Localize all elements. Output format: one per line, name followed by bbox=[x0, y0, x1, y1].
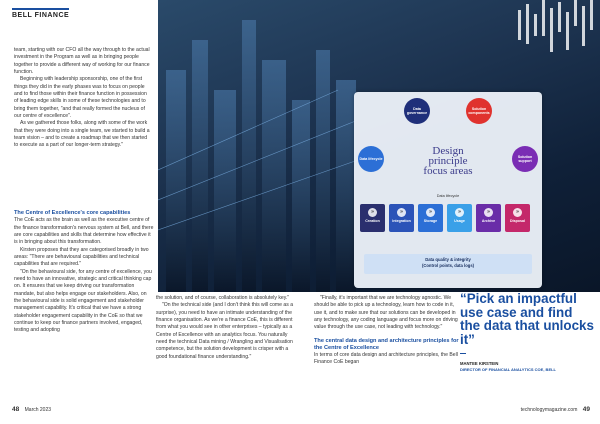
paragraph: the solution, and of course, collaboration is absolutely key." bbox=[156, 295, 290, 301]
column-1-text bbox=[14, 47, 150, 150]
node-label: Data governance bbox=[406, 107, 428, 115]
paragraph: The CoE acts as the brain as well as the executive centre of the finance transformation's nervous system at Bell, and there are core capabilities and skills that determine how effective it is in bringing about this transformation. bbox=[14, 217, 154, 246]
stage-label: Creation bbox=[365, 219, 380, 223]
infographic-title bbox=[404, 146, 492, 176]
paragraph: "Finally, it's important that we are technology agnostic. We should be able to pick up a technology, learn how to code in it, use it, and to make sure that our solutions can be developed in any technology, any coding language and focus more on driving value through the use case, not leading with technology." bbox=[314, 295, 458, 331]
title-line: principle bbox=[428, 155, 468, 167]
site-link[interactable]: technologymagazine.com bbox=[520, 407, 578, 413]
footer-left bbox=[12, 406, 51, 413]
section-label: BELL FINANCE bbox=[12, 8, 69, 19]
pull-quote: “Pick an impactful use case and find the data that unlocks it” bbox=[460, 291, 594, 347]
stage-usage bbox=[447, 204, 472, 232]
stage-label: Archive bbox=[481, 219, 496, 223]
stage-integration bbox=[389, 204, 414, 232]
quote-divider bbox=[460, 353, 466, 354]
paragraph: Beginning with leadership sponsorship, one of the first things they did in the early phases was to focus on people and to find those within their finance function in possession of leading edge skills in some of these technologies and to bring them together, "and that really formed the nucleus of our centre of excellence". bbox=[14, 76, 147, 120]
paragraph: "On the behavioural side, for any centre of excellence, you need to have an innovative, strategic and critical thinking cap on. It ensures that we keep driving our transformation mandate, but also helps engage our stakeholders. Also, on the behavioural side is solid engagement and stakeholder management capability. It's critical that we have a strong stakeholder engagement capability in the CoE so that we continue to keep our finance partners involved, engaged, testing and adopting bbox=[14, 268, 152, 334]
page-number: 48 bbox=[12, 406, 20, 413]
stage-label: Integration bbox=[392, 219, 411, 223]
issue-date: March 2023 bbox=[24, 407, 52, 413]
title-line: focus areas bbox=[423, 165, 473, 177]
node-label: Data lifecycle bbox=[359, 157, 383, 161]
data-lifecycle-node bbox=[358, 146, 384, 172]
paragraph: Kirsten proposes that they are categorised broadly in two areas: "There are behavioural capabilities and technical capabilities that are required." bbox=[14, 246, 149, 268]
solution-components-node bbox=[466, 98, 492, 124]
paragraph: "On the technical side (and I don't think this will come as a surprise), you need to have an intimate understanding of the finance organisation. As we're a finance CoE, this is different from what you would see in other enterprises – typically as a Centre of Excellence with an analytics focus. You naturally need the technical Data mining / Wrangling and Visualisation competence, but the solution development is crisper with a good foundational finance understanding." bbox=[156, 302, 294, 360]
footer-right bbox=[521, 406, 590, 413]
chevron-icon: » bbox=[455, 208, 464, 217]
dq-line: Data quality & integrity bbox=[425, 257, 471, 262]
node-label: Solution support bbox=[517, 155, 533, 163]
stage-archive bbox=[476, 204, 501, 232]
data-quality-banner bbox=[364, 254, 532, 274]
stage-label: Storage bbox=[423, 219, 438, 223]
column-2-text bbox=[156, 295, 298, 361]
paragraph: team, starting with our CFO all the way through to the actual investment in the Program as well as in bringing people together to provide a different way of working for our finance function. bbox=[14, 47, 150, 76]
stage-label: Disposal bbox=[510, 219, 525, 223]
quote-attribution-role: DIRECTOR OF FINANCIAL ANALYTICS COE, BELL bbox=[460, 367, 557, 372]
hero-image bbox=[158, 0, 600, 292]
lifecycle-label: Data lifecycle bbox=[436, 194, 460, 198]
core-capabilities-section bbox=[14, 210, 154, 335]
paragraph: In terms of core data design and architecture principles, the Bell Finance CoE began bbox=[314, 352, 458, 366]
chevron-icon: » bbox=[397, 208, 406, 217]
chevron-icon: » bbox=[426, 208, 435, 217]
chevron-icon: » bbox=[484, 208, 493, 217]
stage-disposal bbox=[505, 204, 530, 232]
column-3-text bbox=[314, 295, 460, 367]
section-heading: The Centre of Excellence's core capabilities bbox=[14, 210, 131, 216]
title-line: Design bbox=[432, 145, 464, 157]
solution-support-node bbox=[512, 146, 538, 172]
data-governance-node bbox=[404, 98, 430, 124]
chevron-icon: » bbox=[368, 208, 377, 217]
stage-creation bbox=[360, 204, 385, 232]
page-number: 49 bbox=[582, 406, 590, 413]
chevron-icon: » bbox=[513, 208, 522, 217]
stage-label: Usage bbox=[454, 219, 465, 223]
stage-storage bbox=[418, 204, 443, 232]
dq-line: (Control points, data logs) bbox=[421, 263, 475, 268]
quote-attribution-name: MANTEE KIRSTEIN bbox=[460, 361, 499, 366]
node-label: Solution components bbox=[468, 107, 490, 115]
section-heading: The central data design and architecture principles for the Centre of Excellence bbox=[314, 337, 459, 351]
paragraph: As we gathered those folks, along with some of the work that they were doing into a single team, we started to build a team vision – and to create a roadmap that we then started to execute as a part of our longer-term strategy." bbox=[14, 120, 150, 149]
design-principles-infographic bbox=[354, 92, 542, 288]
